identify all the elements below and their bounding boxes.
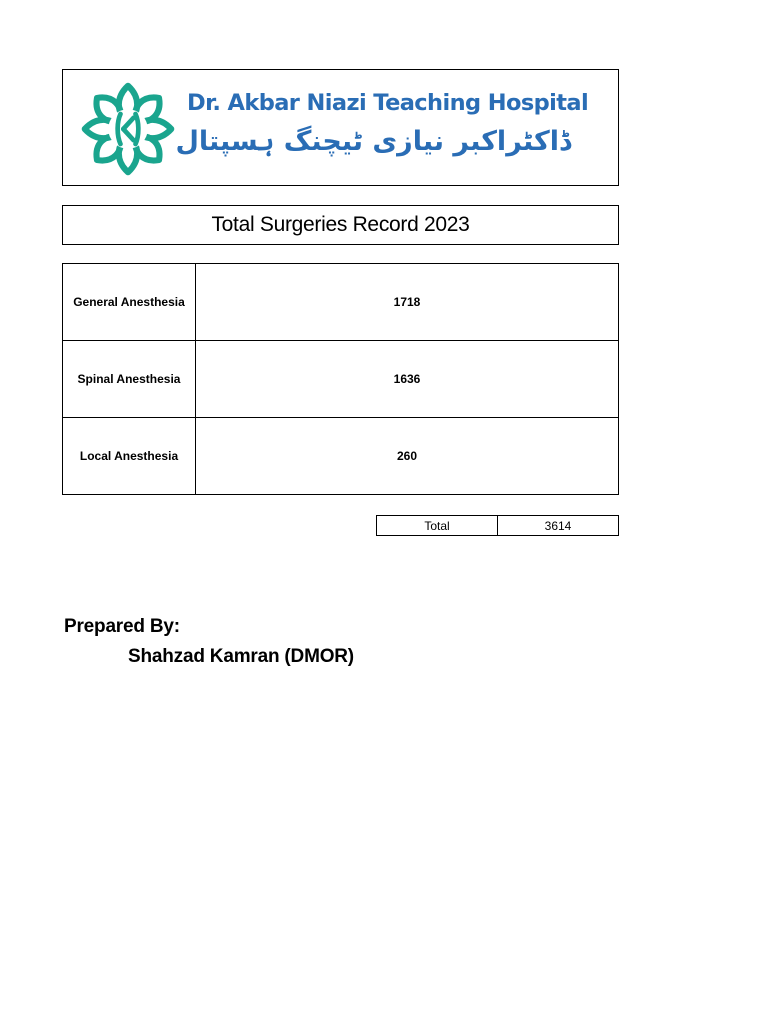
total-table — [376, 515, 619, 536]
row-label: General Anesthesia — [63, 264, 196, 341]
total-row — [377, 516, 619, 536]
table-row — [63, 341, 619, 418]
row-label: Local Anesthesia — [63, 418, 196, 495]
hospital-header — [62, 69, 619, 186]
table-row — [63, 264, 619, 341]
row-value: 260 — [196, 418, 619, 495]
row-label: Spinal Anesthesia — [63, 341, 196, 418]
surgery-records-table — [62, 263, 619, 495]
hospital-name-english: Dr. Akbar Niazi Teaching Hospital — [187, 90, 589, 116]
row-value: 1718 — [196, 264, 619, 341]
preparer-name: Shahzad Kamran (DMOR) — [128, 646, 354, 667]
lotus-logo-icon — [81, 82, 175, 176]
prepared-by-label: Prepared By: — [64, 616, 180, 637]
table-row — [63, 418, 619, 495]
report-title-box — [62, 205, 619, 245]
hospital-name-urdu: ڈاکٹراکبر نیازی ٹیچنگ ہسپتال — [175, 126, 571, 157]
total-label: Total — [377, 516, 498, 536]
row-value: 1636 — [196, 341, 619, 418]
total-value: 3614 — [498, 516, 619, 536]
report-title: Total Surgeries Record 2023 — [211, 213, 470, 236]
